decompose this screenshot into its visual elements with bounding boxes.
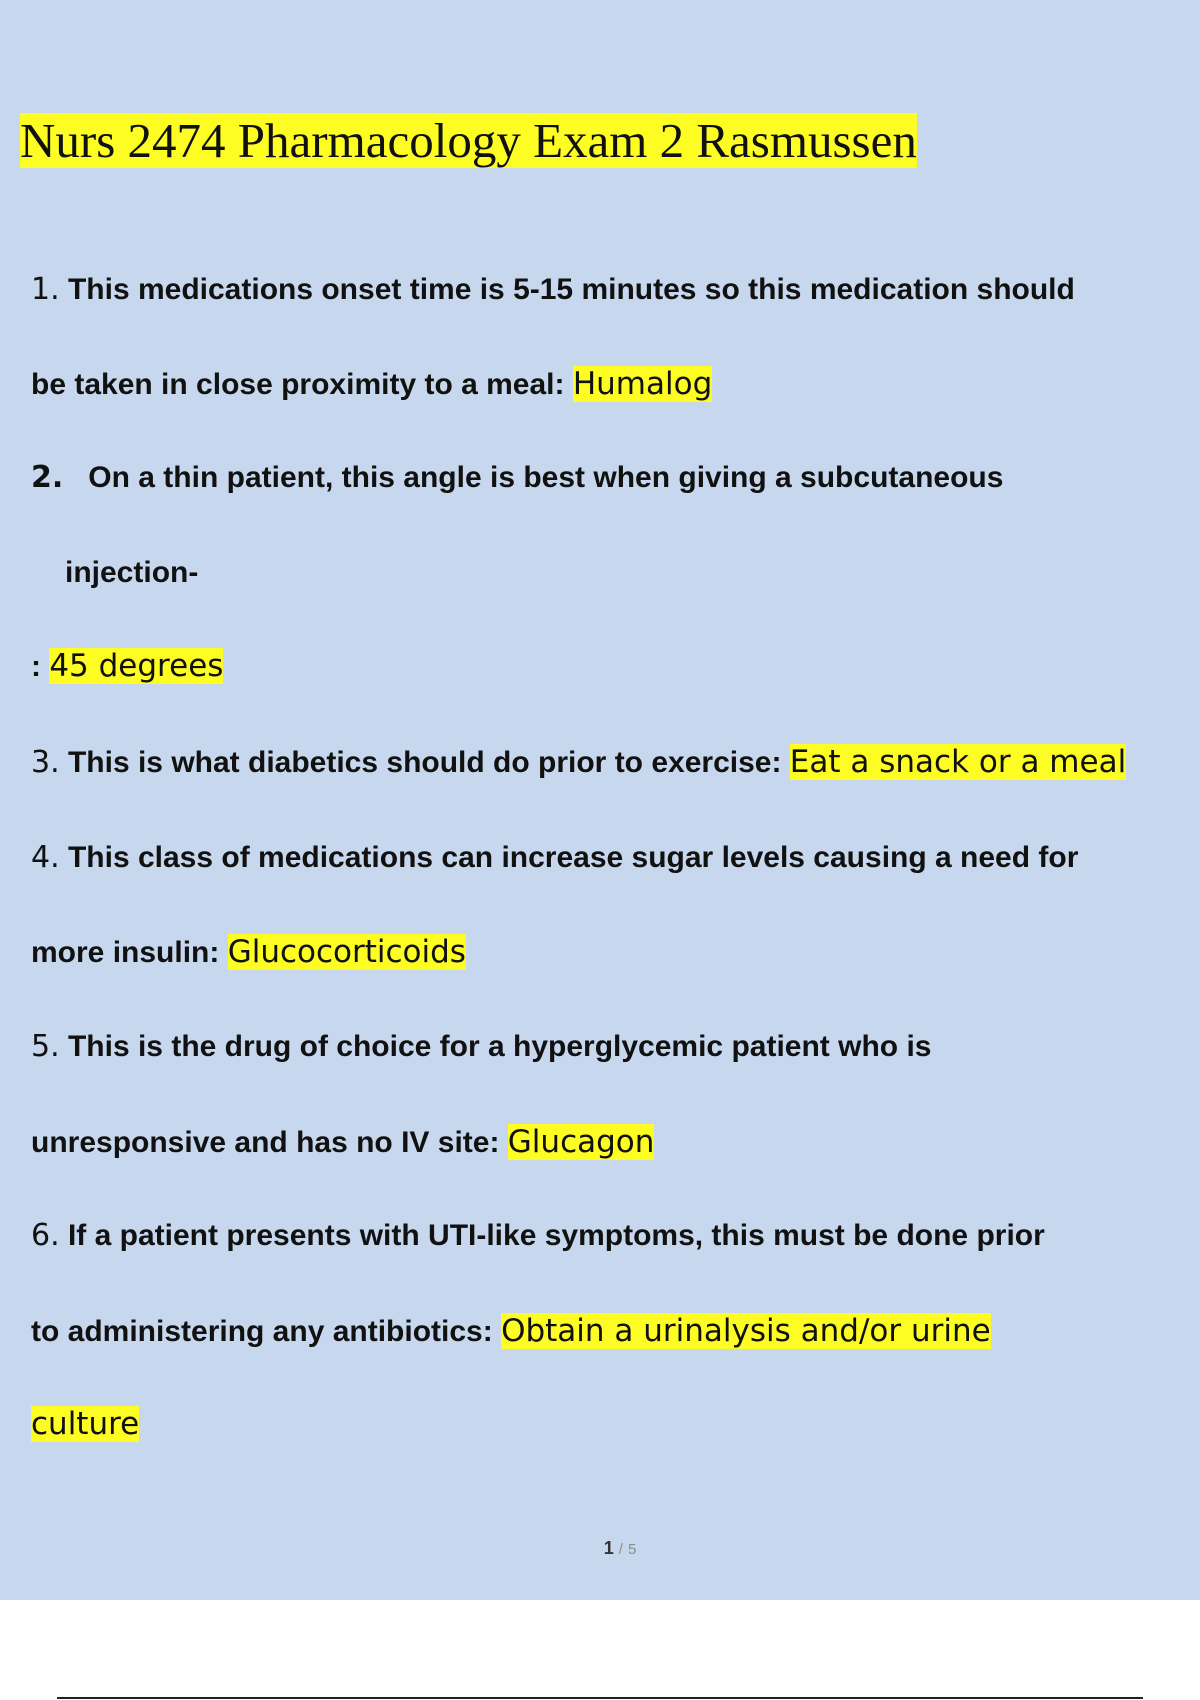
question-2-text: On a thin patient, this angle is best when giving a subcutaneous <box>88 461 1004 494</box>
question-4-text: This class of medications can increase sugar levels causing a need for <box>67 841 1079 874</box>
page-total: 5 <box>627 1541 637 1558</box>
question-2-number: 2. <box>31 460 64 495</box>
question-6-text: If a patient presents with UTI-like symptoms, this must be done prior <box>67 1219 1045 1252</box>
question-5-number: 5. <box>31 1029 60 1064</box>
question-6-answer-cont: culture <box>31 1406 140 1442</box>
question-5-text: This is the drug of choice for a hyperglycemic patient who is <box>67 1030 932 1063</box>
question-2-line-1 <box>31 458 1003 498</box>
page-divider <box>57 1697 1143 1699</box>
question-3-text: This is what diabetics should do prior to exercise: <box>67 746 790 779</box>
question-1-text: This medications onset time is 5-15 minutes so this medication should <box>67 273 1075 306</box>
question-5-answer: Glucagon <box>507 1124 655 1160</box>
question-3-answer: Eat a snack or a meal <box>789 744 1127 780</box>
question-6-answer: Obtain a urinalysis and/or urine <box>501 1313 991 1349</box>
question-4-text-cont: more insulin: <box>31 936 228 969</box>
question-1-answer: Humalog <box>572 366 713 402</box>
question-4-line-2 <box>31 932 466 973</box>
question-6-line-1 <box>31 1216 1045 1256</box>
question-5-line-1 <box>31 1027 931 1067</box>
question-4-line-1 <box>31 838 1078 878</box>
question-2-answer-line <box>31 646 223 687</box>
question-1-text-cont: be taken in close proximity to a meal: <box>31 368 573 401</box>
question-6-number: 6. <box>31 1218 60 1253</box>
question-6-text-cont: to administering any antibiotics: <box>31 1315 502 1348</box>
question-1-line-1 <box>31 270 1075 310</box>
question-4-answer: Glucocorticoids <box>227 934 466 970</box>
document-title-text: Nurs 2474 Pharmacology Exam 2 Rasmussen <box>20 113 917 168</box>
page-separator: / <box>618 1541 623 1558</box>
question-6-line-3 <box>31 1404 139 1445</box>
question-2-line-2 <box>65 553 198 593</box>
question-3-number: 3. <box>31 745 60 780</box>
question-1-number: 1. <box>31 272 60 307</box>
question-5-text-cont: unresponsive and has no IV site: <box>31 1126 508 1159</box>
question-4-number: 4. <box>31 840 60 875</box>
question-1-line-2 <box>31 364 712 405</box>
question-3-line-1 <box>31 742 1126 783</box>
question-5-line-2 <box>31 1122 654 1163</box>
page-counter <box>0 1538 1200 1559</box>
question-2-text-cont: injection- <box>65 556 199 589</box>
document-title <box>20 110 917 172</box>
question-2-answer-prefix: : <box>31 650 50 683</box>
question-2-answer: 45 degrees <box>49 648 224 684</box>
page-current: 1 <box>603 1538 614 1558</box>
question-6-line-2 <box>31 1311 991 1352</box>
